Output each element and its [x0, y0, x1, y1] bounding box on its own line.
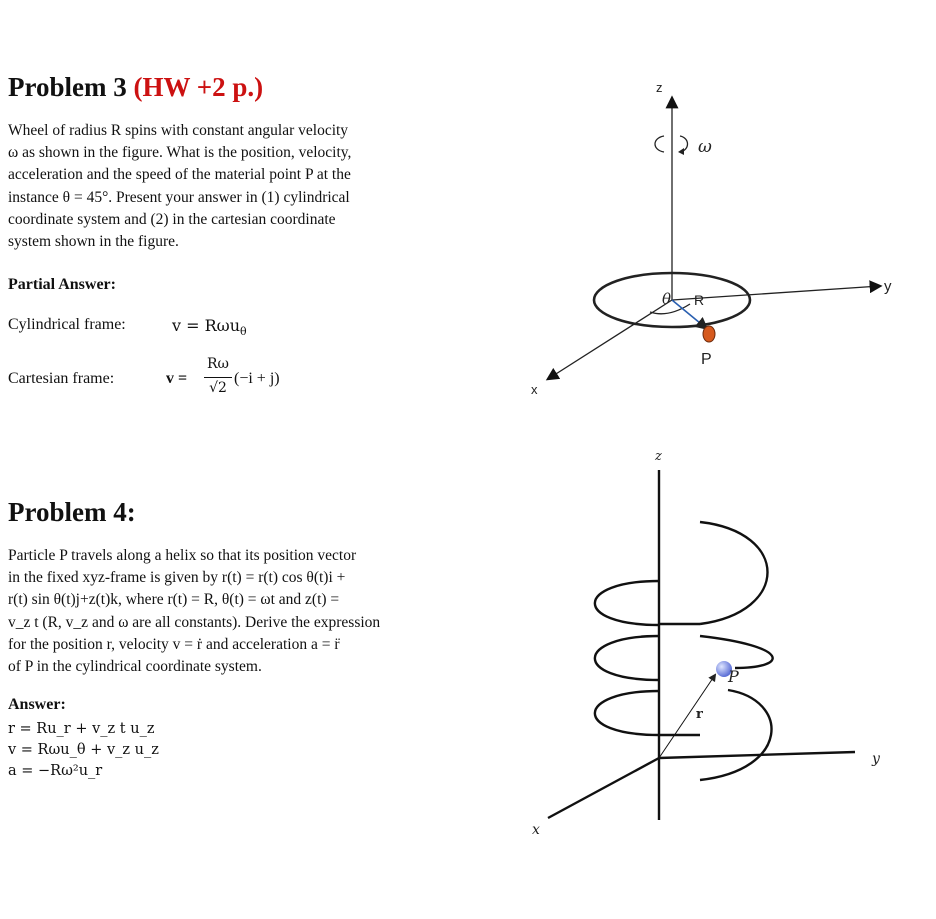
problem4-line: of P in the cylindrical coordinate system.	[8, 658, 262, 676]
fig2-p-label: P	[728, 667, 739, 686]
problem3-line: coordinate system and (2) in the cartesian coordinate	[8, 210, 336, 228]
x-axis-2	[548, 758, 659, 818]
fig2-r-label: r	[696, 707, 703, 722]
cylindrical-eq-sub: θ	[240, 325, 247, 339]
fig1-z-label: z	[656, 80, 663, 95]
helix-arc	[700, 522, 768, 624]
fig1-omega-label: ω	[698, 137, 712, 157]
problem3-hw-tag: (HW +2 p.)	[133, 72, 264, 102]
fig1-r-label: R	[694, 292, 705, 308]
helix-arc	[700, 636, 773, 668]
point-p-marker	[703, 326, 715, 342]
cylindrical-eq-text: v = Rωu	[172, 316, 241, 335]
fig2-y-label: y	[872, 751, 880, 767]
fig1-theta-label: θ	[662, 290, 672, 308]
answer-label: Answer:	[8, 696, 66, 713]
x-axis	[548, 300, 672, 379]
helix-arc	[700, 690, 771, 780]
fig1-y-label: y	[884, 278, 892, 295]
answer-position: r = Ru_r + v_z t u_z	[8, 721, 155, 737]
figure2-helix-diagram	[548, 470, 855, 820]
answer-velocity: v = Rωu_θ + v_z u_z	[8, 742, 159, 758]
partial-answer-label: Partial Answer:	[8, 276, 116, 293]
problem4-line: v_z t (R, v_z and ω are all constants). Derive the expression	[8, 613, 381, 631]
position-vector-r	[659, 675, 715, 758]
problem3-title-text: Problem 3	[8, 72, 127, 102]
helix-loop	[595, 636, 659, 680]
problem3-line: instance θ = 45°. Present your answer in (1) cylindrical	[8, 188, 350, 206]
cartesian-frame-label: Cartesian frame:	[8, 370, 115, 387]
problem4-line: for the position r, velocity v = ṙ and acceleration a = r̈	[8, 635, 340, 653]
fig2-z-label: z	[655, 449, 662, 464]
problem4-line: Particle P travels along a helix so that its position vector	[8, 547, 357, 564]
answer-acceleration: a = −Rω²u_r	[8, 763, 103, 779]
figure1-wheel-diagram	[548, 98, 880, 379]
cartesian-vector: (−i + j)	[234, 370, 280, 387]
cartesian-fraction-num: Rω	[207, 356, 229, 372]
cylindrical-frame-label: Cylindrical frame:	[8, 316, 126, 333]
rotation-arrow-icon	[678, 148, 684, 155]
problem4-line: r(t) sin θ(t)j+z(t)k, where r(t) = R, θ(t) = ωt and z(t) =	[8, 591, 340, 609]
cartesian-fraction-den: √2	[209, 380, 227, 396]
helix-loop	[595, 581, 659, 625]
problem3-line: acceleration and the speed of the material point P at the	[8, 166, 351, 184]
problem3-line: Wheel of radius R spins with constant angular velocity	[8, 122, 349, 139]
problem4-title: Problem 4:	[8, 497, 136, 527]
problem3-line: system shown in the figure.	[8, 233, 179, 251]
problem3-line: ω as shown in the figure. What is the position, velocity,	[8, 144, 352, 162]
fig1-p-label: P	[701, 351, 712, 368]
problem4-line: in the fixed xyz-frame is given by r(t) = r(t) cos θ(t)i +	[8, 569, 346, 587]
helix-loop	[595, 691, 659, 735]
cartesian-v: v =	[166, 370, 188, 387]
fig1-x-label: x	[531, 382, 538, 397]
fig2-x-label: x	[532, 822, 540, 838]
